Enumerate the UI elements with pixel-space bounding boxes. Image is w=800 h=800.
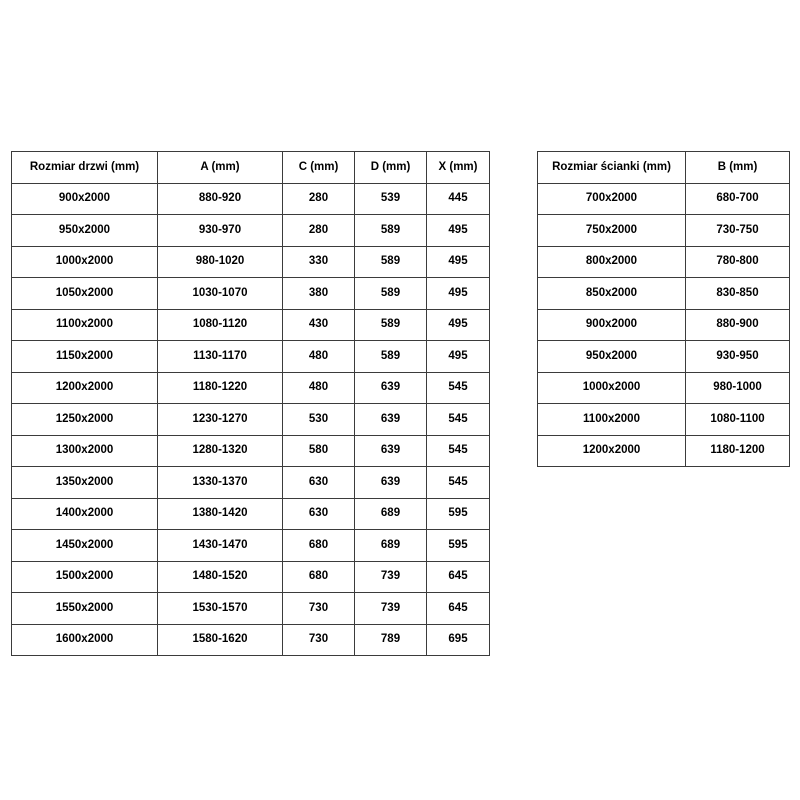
cell-d: 789	[355, 624, 427, 656]
cell-wall-size: 750x2000	[538, 215, 686, 247]
table-header-row	[538, 152, 790, 184]
table-row	[12, 498, 490, 530]
cell-b: 780-800	[686, 246, 790, 278]
cell-wall-size: 950x2000	[538, 341, 686, 373]
cell-a: 1280-1320	[158, 435, 283, 467]
cell-door-size: 1400x2000	[12, 498, 158, 530]
column-header-b: B (mm)	[686, 152, 790, 184]
table-row	[12, 467, 490, 499]
cell-a: 1380-1420	[158, 498, 283, 530]
cell-d: 639	[355, 372, 427, 404]
cell-d: 589	[355, 341, 427, 373]
table-row	[12, 593, 490, 625]
cell-x: 545	[427, 467, 490, 499]
cell-c: 280	[283, 183, 355, 215]
column-header-d: D (mm)	[355, 152, 427, 184]
wall-dimensions-table	[537, 151, 790, 467]
table-row	[12, 278, 490, 310]
table-row	[538, 278, 790, 310]
table-row	[538, 372, 790, 404]
table-row	[12, 561, 490, 593]
cell-x: 545	[427, 404, 490, 436]
table-row	[12, 624, 490, 656]
cell-x: 495	[427, 215, 490, 247]
cell-d: 689	[355, 498, 427, 530]
table-row	[12, 341, 490, 373]
cell-a: 1180-1220	[158, 372, 283, 404]
cell-door-size: 1500x2000	[12, 561, 158, 593]
cell-door-size: 1550x2000	[12, 593, 158, 625]
cell-d: 589	[355, 309, 427, 341]
cell-d: 689	[355, 530, 427, 562]
cell-x: 495	[427, 278, 490, 310]
cell-wall-size: 800x2000	[538, 246, 686, 278]
table-row	[538, 404, 790, 436]
cell-c: 630	[283, 498, 355, 530]
cell-c: 680	[283, 530, 355, 562]
cell-door-size: 1200x2000	[12, 372, 158, 404]
table-row	[538, 435, 790, 467]
cell-door-size: 900x2000	[12, 183, 158, 215]
cell-c: 480	[283, 372, 355, 404]
wall-dimensions-table-container	[537, 151, 790, 467]
cell-a: 1130-1170	[158, 341, 283, 373]
doors-table-header	[12, 152, 490, 184]
cell-c: 480	[283, 341, 355, 373]
cell-wall-size: 900x2000	[538, 309, 686, 341]
cell-b: 980-1000	[686, 372, 790, 404]
cell-a: 1230-1270	[158, 404, 283, 436]
cell-b: 730-750	[686, 215, 790, 247]
cell-a: 1080-1120	[158, 309, 283, 341]
table-row	[12, 404, 490, 436]
cell-door-size: 1600x2000	[12, 624, 158, 656]
cell-d: 539	[355, 183, 427, 215]
cell-b: 830-850	[686, 278, 790, 310]
cell-x: 495	[427, 341, 490, 373]
cell-a: 1480-1520	[158, 561, 283, 593]
cell-door-size: 1300x2000	[12, 435, 158, 467]
cell-door-size: 1000x2000	[12, 246, 158, 278]
doors-dimensions-table-container	[11, 151, 490, 656]
cell-x: 645	[427, 561, 490, 593]
cell-x: 645	[427, 593, 490, 625]
cell-a: 1030-1070	[158, 278, 283, 310]
cell-wall-size: 1200x2000	[538, 435, 686, 467]
cell-c: 530	[283, 404, 355, 436]
cell-c: 730	[283, 593, 355, 625]
cell-b: 930-950	[686, 341, 790, 373]
cell-c: 430	[283, 309, 355, 341]
cell-door-size: 1150x2000	[12, 341, 158, 373]
cell-a: 930-970	[158, 215, 283, 247]
cell-a: 1580-1620	[158, 624, 283, 656]
cell-x: 695	[427, 624, 490, 656]
wall-table-body	[538, 183, 790, 467]
cell-x: 495	[427, 246, 490, 278]
table-row	[538, 183, 790, 215]
cell-d: 589	[355, 246, 427, 278]
cell-c: 630	[283, 467, 355, 499]
cell-c: 330	[283, 246, 355, 278]
cell-door-size: 1100x2000	[12, 309, 158, 341]
table-row	[12, 183, 490, 215]
cell-a: 980-1020	[158, 246, 283, 278]
cell-x: 595	[427, 498, 490, 530]
cell-b: 680-700	[686, 183, 790, 215]
cell-c: 580	[283, 435, 355, 467]
cell-d: 639	[355, 467, 427, 499]
table-row	[12, 530, 490, 562]
cell-door-size: 950x2000	[12, 215, 158, 247]
column-header-a: A (mm)	[158, 152, 283, 184]
cell-a: 1430-1470	[158, 530, 283, 562]
table-row	[538, 215, 790, 247]
cell-d: 739	[355, 593, 427, 625]
table-row	[538, 246, 790, 278]
cell-a: 1530-1570	[158, 593, 283, 625]
cell-door-size: 1450x2000	[12, 530, 158, 562]
table-row	[12, 435, 490, 467]
cell-d: 639	[355, 435, 427, 467]
doors-table-body	[12, 183, 490, 656]
cell-a: 1330-1370	[158, 467, 283, 499]
doors-dimensions-table	[11, 151, 490, 656]
table-row	[538, 309, 790, 341]
table-row	[12, 215, 490, 247]
cell-c: 380	[283, 278, 355, 310]
cell-door-size: 1050x2000	[12, 278, 158, 310]
cell-b: 1180-1200	[686, 435, 790, 467]
cell-door-size: 1350x2000	[12, 467, 158, 499]
column-header-c: C (mm)	[283, 152, 355, 184]
cell-wall-size: 1000x2000	[538, 372, 686, 404]
cell-c: 680	[283, 561, 355, 593]
cell-c: 280	[283, 215, 355, 247]
column-header-wall-size: Rozmiar ścianki (mm)	[538, 152, 686, 184]
table-row	[538, 341, 790, 373]
column-header-door-size: Rozmiar drzwi (mm)	[12, 152, 158, 184]
cell-c: 730	[283, 624, 355, 656]
cell-d: 589	[355, 215, 427, 247]
cell-door-size: 1250x2000	[12, 404, 158, 436]
column-header-x: X (mm)	[427, 152, 490, 184]
cell-wall-size: 850x2000	[538, 278, 686, 310]
cell-d: 589	[355, 278, 427, 310]
cell-wall-size: 1100x2000	[538, 404, 686, 436]
table-row	[12, 246, 490, 278]
cell-b: 880-900	[686, 309, 790, 341]
cell-x: 445	[427, 183, 490, 215]
table-row	[12, 372, 490, 404]
table-row	[12, 309, 490, 341]
wall-table-header	[538, 152, 790, 184]
cell-x: 595	[427, 530, 490, 562]
cell-x: 545	[427, 435, 490, 467]
cell-x: 495	[427, 309, 490, 341]
cell-b: 1080-1100	[686, 404, 790, 436]
cell-a: 880-920	[158, 183, 283, 215]
cell-d: 739	[355, 561, 427, 593]
cell-wall-size: 700x2000	[538, 183, 686, 215]
cell-x: 545	[427, 372, 490, 404]
table-header-row	[12, 152, 490, 184]
cell-d: 639	[355, 404, 427, 436]
